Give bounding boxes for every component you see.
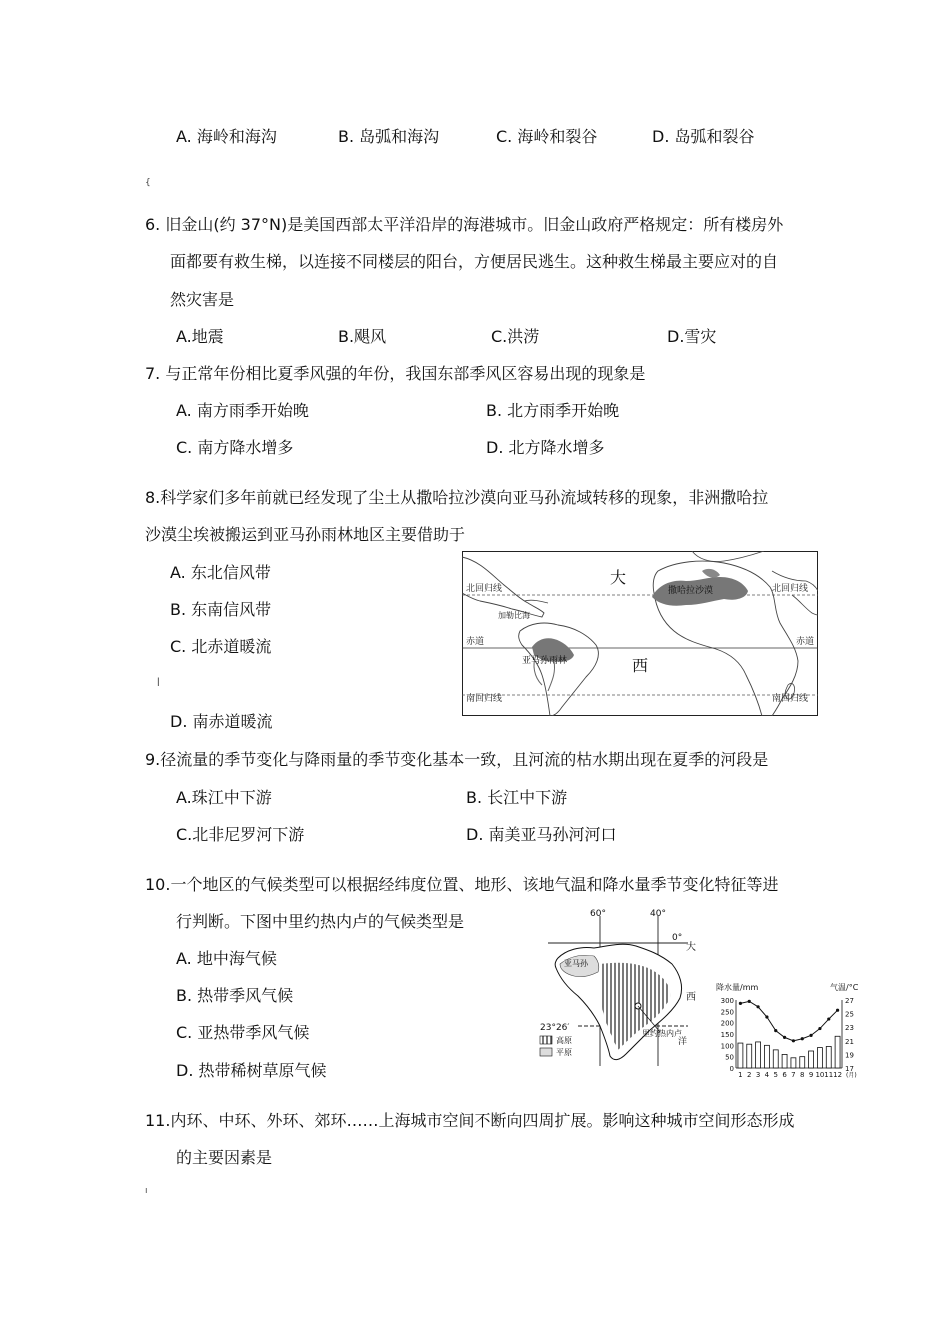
chart-xtick-label: 8 (800, 1071, 805, 1079)
chart-precip-bar (809, 1051, 814, 1068)
chart-precip-bar (826, 1046, 831, 1068)
chart-precip-bar (800, 1057, 805, 1068)
chart-temp-point (792, 1039, 795, 1042)
q8-option-c: C. 北赤道暖流 (170, 637, 272, 656)
chart-xtick-label: 1 (738, 1071, 743, 1079)
map-label-ntropic-right: 北回归线 (772, 584, 809, 594)
chart-temp-point (756, 1005, 759, 1008)
chart-temp-point (774, 1029, 777, 1032)
map-label-ocean-upper: 大 (610, 568, 627, 587)
chart-precip-bar (764, 1045, 769, 1068)
q8-option-b: B. 东南信风带 (170, 600, 272, 619)
chart-precip-bar (738, 1043, 743, 1068)
brazil-lon60-label: 60° (590, 909, 606, 919)
chart-temp-point (836, 1009, 839, 1012)
rio-climate-chart (700, 980, 864, 1084)
chart-xtick-label: 11 (824, 1071, 834, 1079)
q8-stem-line2: 沙漠尘埃被搬运到亚马孙雨林地区主要借助于 (145, 525, 466, 544)
stray-mark: ı (145, 1186, 148, 1196)
q10-option-c: C. 亚热带季风气候 (176, 1023, 310, 1042)
chart-xtick-label: 7 (791, 1071, 796, 1079)
chart-xtick-label: 2 (747, 1071, 752, 1079)
chart-precip-bar (747, 1044, 752, 1068)
q7-option-c: C. 南方降水增多 (176, 438, 294, 457)
q7-stem: 7. 与正常年份相比夏季风强的年份，我国东部季风区容易出现的现象是 (145, 364, 646, 383)
map-label-ntropic-left: 北回归线 (466, 584, 503, 594)
chart-temp-point (809, 1034, 812, 1037)
chart-ytick-right-label: 17 (845, 1065, 854, 1073)
q10-option-d: D. 热带稀树草原气候 (176, 1061, 327, 1080)
brazil-ocean-yang: 洋 (678, 1037, 688, 1047)
brazil-lon40-label: 40° (650, 909, 666, 919)
chart-ytick-label: 250 (720, 1008, 734, 1017)
q5-option-b: B. 岛弧和海沟 (338, 127, 440, 146)
q10-option-b: B. 热带季风气候 (176, 986, 294, 1005)
q8-option-a: A. 东北信风带 (170, 563, 271, 582)
chart-temp-point (818, 1027, 821, 1030)
chart-xtick-label: 5 (773, 1071, 778, 1079)
chart-ytick-label: 100 (720, 1042, 734, 1051)
legend-plateau-swatch (540, 1036, 552, 1044)
chart-xtick-label: 4 (764, 1071, 770, 1079)
map-label-ocean-lower: 西 (632, 656, 649, 675)
chart-ytick-right-label: 25 (845, 1010, 854, 1019)
chart-precip-bar (835, 1036, 840, 1068)
q6-stem-line3: 然灾害是 (170, 290, 235, 309)
q5-option-a: A. 海岭和海沟 (176, 127, 277, 146)
legend-plateau-label: 高原 (556, 1036, 572, 1045)
legend-plain-swatch (540, 1048, 552, 1056)
q10-stem-line1: 10.一个地区的气候类型可以根据经纬度位置、地形、该地气温和降水量季节变化特征等进 (145, 875, 779, 894)
chart-xtick-label: 3 (755, 1071, 761, 1079)
q6-stem-line2: 面都要有救生梯，以连接不同楼层的阳台，方便居民逃生。这种救生梯最主要应对的自 (170, 252, 779, 271)
map-label-stropic-right: 南回归线 (772, 694, 809, 704)
chart-precip-bar (773, 1050, 778, 1068)
brazil-lat0-label: 0° (672, 933, 683, 943)
q5-option-d: D. 岛弧和裂谷 (652, 127, 755, 146)
chart-temp-point (748, 1000, 751, 1003)
map-label-stropic-left: 南回归线 (466, 694, 503, 704)
chart-precip-bar (782, 1054, 787, 1068)
chart-temp-line (740, 1001, 837, 1040)
map-label-equator-right: 赤道 (796, 637, 815, 647)
chart-xtick-label: 6 (782, 1071, 787, 1079)
q9-option-a: A.珠江中下游 (176, 788, 272, 807)
atlantic-map (462, 551, 818, 716)
q9-option-d: D. 南美亚马孙河河口 (466, 825, 617, 844)
chart-ytick-label: 200 (720, 1019, 734, 1028)
legend-plain-label: 平原 (556, 1048, 572, 1057)
q7-option-d: D. 北方降水增多 (486, 438, 605, 457)
chart-precip-bar (791, 1058, 796, 1068)
chart-ytick-right-label: 27 (845, 997, 854, 1005)
chart-precip-bar (817, 1048, 822, 1068)
q9-stem: 9.径流量的季节变化与降雨量的季节变化基本一致，且河流的枯水期出现在夏季的河段是 (145, 750, 769, 769)
stray-mark: { (145, 178, 151, 188)
chart-temp-point (827, 1017, 830, 1020)
q6-option-d: D.雪灾 (667, 327, 717, 346)
chart-xtick-label: 12 (833, 1071, 843, 1079)
chart-temp-point (765, 1015, 768, 1018)
chart-ytick-label: 300 (720, 997, 734, 1005)
q6-option-a: A.地震 (176, 327, 224, 346)
chart-ytick-label: 150 (720, 1031, 734, 1039)
q9-option-b: B. 长江中下游 (466, 788, 568, 807)
chart-xtick-label: 9 (808, 1071, 814, 1079)
brazil-amazon-label: 亚马孙 (564, 959, 588, 968)
q9-option-c: C.北非尼罗河下游 (176, 825, 305, 844)
q7-option-b: B. 北方雨季开始晚 (486, 401, 620, 420)
q11-stem-line2: 的主要因素是 (176, 1148, 273, 1167)
q11-stem-line1: 11.内环、中环、外环、郊环……上海城市空间不断向四周扩展。影响这种城市空间形态形成 (145, 1111, 795, 1130)
q5-option-c: C. 海岭和裂谷 (496, 127, 598, 146)
map-label-amazon: 亚马孙雨林 (522, 656, 568, 666)
chart-temp-point (739, 1002, 742, 1005)
chart-xlabel-unit: (月) (846, 1072, 857, 1079)
brazil-lat2326-label: 23°26′ (540, 1023, 570, 1033)
chart-xtick-label: 10 (815, 1071, 825, 1079)
chart-precip-bar (756, 1042, 761, 1068)
chart-ytick-label: 50 (725, 1053, 734, 1062)
stray-mark: ǀ (157, 677, 160, 687)
chart-ytick-label: 0 (729, 1065, 734, 1073)
q6-stem-line1: 6. 旧金山(约 37°N)是美国西部太平洋沿岸的海港城市。旧金山政府严格规定：所有楼房外 (145, 215, 784, 234)
q6-option-c: C.洪涝 (491, 327, 540, 346)
chart-ylabel: 降水量/mm (716, 983, 759, 992)
q8-stem-line1: 8.科学家们多年前就已经发现了尘土从撒哈拉沙漠向亚马孙流域转移的现象，非洲撒哈拉 (145, 488, 769, 507)
brazil-ocean-da: 大 (686, 942, 696, 953)
brazil-ocean-xi: 西 (686, 992, 696, 1003)
q7-option-a: A. 南方雨季开始晚 (176, 401, 309, 420)
chart-temp-point (801, 1037, 804, 1040)
q10-option-a: A. 地中海气候 (176, 949, 277, 968)
brazil-rio-label: 里约热内卢 (642, 1029, 682, 1038)
chart-temp-point (783, 1036, 786, 1039)
map-label-caribbean: 加勒比海 (498, 611, 530, 620)
chart-ytick-right-label: 21 (845, 1037, 854, 1046)
q10-stem-line2: 行判断。下图中里约热内卢的气候类型是 (176, 912, 465, 931)
map-label-sahara: 撒哈拉沙漠 (668, 586, 714, 596)
map-label-equator-left: 赤道 (466, 637, 485, 647)
q8-option-d: D. 南赤道暖流 (170, 712, 273, 731)
chart-ylabel-right: 气温/°C (830, 983, 859, 992)
chart-ytick-right-label: 19 (845, 1051, 854, 1060)
chart-ytick-right-label: 23 (845, 1024, 854, 1033)
q6-option-b: B.飓风 (338, 327, 387, 346)
